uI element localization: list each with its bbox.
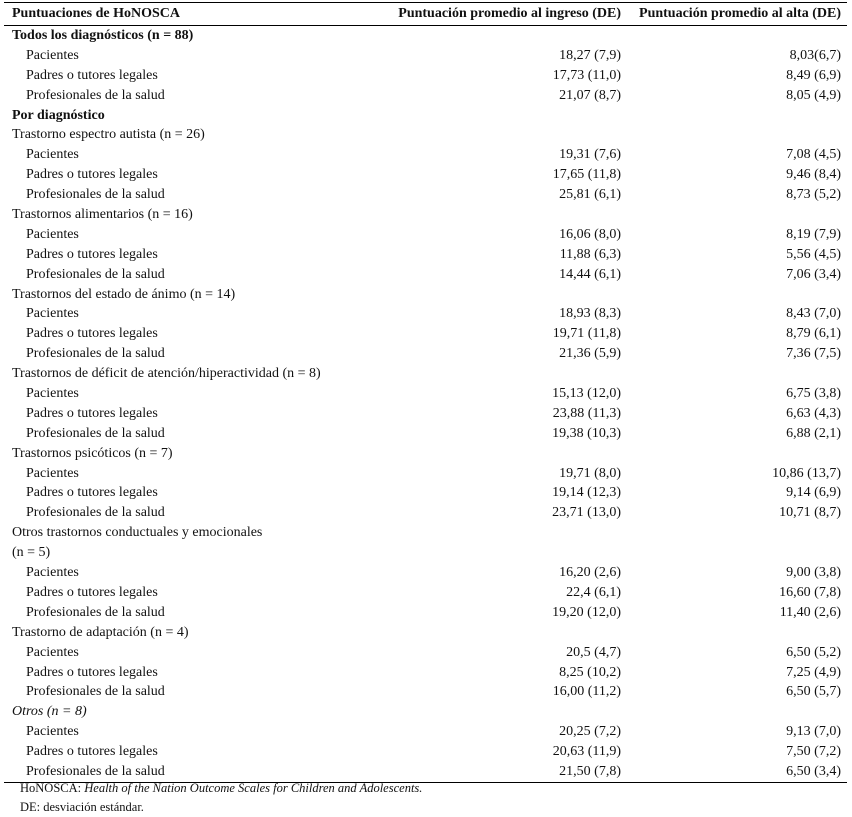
row-label: Padres o tutores legales <box>26 584 158 600</box>
table-row <box>4 145 847 165</box>
row-discharge-score: 6,88 (2,1) <box>786 425 841 441</box>
row-admission-score <box>364 364 621 384</box>
row-label: Todos los diagnósticos (n = 88) <box>12 28 194 43</box>
row-admission-score: 21,36 (5,9) <box>559 346 621 362</box>
table-row <box>4 483 847 503</box>
table-row <box>4 26 847 46</box>
row-admission-score: 21,50 (7,8) <box>559 763 621 779</box>
table-row <box>4 702 847 722</box>
row-admission-score: 17,65 (11,8) <box>552 167 621 183</box>
row-label: Trastorno espectro autista (n = 26) <box>12 127 205 143</box>
row-admission-score: 19,20 (12,0) <box>552 604 621 620</box>
row-label: Trastornos psicóticos (n = 7) <box>12 445 173 461</box>
row-discharge-score <box>621 205 847 225</box>
row-admission-score: 22,4 (6,1) <box>566 584 621 600</box>
row-discharge-score: 8,43 (7,0) <box>786 306 841 322</box>
row-discharge-score: 5,56 (4,5) <box>786 246 841 262</box>
table-row <box>4 464 847 484</box>
row-admission-score <box>364 106 621 126</box>
table-row <box>4 86 847 106</box>
row-discharge-score: 10,86 (13,7) <box>772 465 841 481</box>
row-admission-score: 19,38 (10,3) <box>552 425 621 441</box>
row-discharge-score: 9,13 (7,0) <box>786 724 841 740</box>
row-label: Trastorno de adaptación (n = 4) <box>12 624 189 640</box>
row-admission-score: 16,20 (2,6) <box>559 565 621 581</box>
row-discharge-score: 8,79 (6,1) <box>786 326 841 342</box>
row-admission-score: 20,25 (7,2) <box>559 724 621 740</box>
table-row <box>4 523 847 543</box>
table-row <box>4 46 847 66</box>
row-discharge-score <box>621 623 847 643</box>
row-label: Padres o tutores legales <box>26 405 158 421</box>
table-row <box>4 304 847 324</box>
row-admission-score <box>364 444 621 464</box>
row-discharge-score: 9,14 (6,9) <box>786 485 841 501</box>
row-label: Padres o tutores legales <box>26 744 158 760</box>
row-discharge-score: 8,03(6,7) <box>789 47 841 63</box>
row-admission-score: 8,25 (10,2) <box>559 664 621 680</box>
row-discharge-score <box>621 364 847 384</box>
footnote-honosca-term: HoNOSCA: <box>20 781 82 795</box>
row-discharge-score: 6,75 (3,8) <box>786 386 841 402</box>
row-admission-score <box>364 26 621 46</box>
row-label: Profesionales de la salud <box>26 763 165 779</box>
table-row <box>4 563 847 583</box>
row-admission-score: 18,93 (8,3) <box>559 306 621 322</box>
row-discharge-score <box>621 702 847 722</box>
table-row <box>4 384 847 404</box>
row-admission-score: 25,81 (6,1) <box>559 187 621 203</box>
header-admission: Puntuación promedio al ingreso (DE) <box>398 6 621 21</box>
row-label: Profesionales de la salud <box>26 346 165 362</box>
row-label: Pacientes <box>26 465 79 481</box>
row-admission-score: 18,27 (7,9) <box>559 47 621 63</box>
row-label: Pacientes <box>26 147 79 163</box>
row-admission-score <box>364 702 621 722</box>
table-row <box>4 424 847 444</box>
row-discharge-score <box>621 106 847 126</box>
row-label: Padres o tutores legales <box>26 664 158 680</box>
row-discharge-score: 7,50 (7,2) <box>786 744 841 760</box>
row-label: Padres o tutores legales <box>26 167 158 183</box>
row-label: Por diagnóstico <box>12 107 105 123</box>
table-footnotes <box>20 779 422 817</box>
table-row <box>4 324 847 344</box>
table-row <box>4 404 847 424</box>
row-admission-score: 17,73 (11,0) <box>552 67 621 83</box>
table-row <box>4 503 847 523</box>
row-discharge-score: 7,08 (4,5) <box>786 147 841 163</box>
row-label: Trastornos de déficit de atención/hiperactividad (n = 8) <box>12 366 321 382</box>
row-admission-score <box>364 285 621 305</box>
row-discharge-score <box>621 543 847 563</box>
row-discharge-score: 16,60 (7,8) <box>779 584 841 600</box>
row-discharge-score <box>621 523 847 543</box>
row-admission-score: 14,44 (6,1) <box>559 266 621 282</box>
footnote-honosca-definition: Health of the Nation Outcome Scales for Children and Adolescents. <box>84 781 423 795</box>
table-row <box>4 742 847 762</box>
row-admission-score: 15,13 (12,0) <box>552 386 621 402</box>
table-row <box>4 444 847 464</box>
row-label: Pacientes <box>26 47 79 63</box>
row-discharge-score: 8,05 (4,9) <box>786 87 841 103</box>
row-label: Padres o tutores legales <box>26 246 158 262</box>
header-measure: Puntuaciones de HoNOSCA <box>12 6 181 21</box>
row-admission-score: 20,63 (11,9) <box>552 744 621 760</box>
row-label: Pacientes <box>26 644 79 660</box>
honosca-table <box>4 2 847 783</box>
row-admission-score: 19,31 (7,6) <box>559 147 621 163</box>
row-discharge-score <box>621 285 847 305</box>
row-label: Profesionales de la salud <box>26 187 165 203</box>
row-discharge-score: 6,50 (5,7) <box>786 684 841 700</box>
row-admission-score: 23,88 (11,3) <box>552 405 621 421</box>
row-admission-score <box>364 543 621 563</box>
table-row <box>4 543 847 563</box>
row-admission-score <box>364 623 621 643</box>
table-row <box>4 106 847 126</box>
row-admission-score: 19,71 (8,0) <box>559 465 621 481</box>
table-row <box>4 205 847 225</box>
table-row <box>4 364 847 384</box>
row-admission-score <box>364 523 621 543</box>
row-label: Pacientes <box>26 724 79 740</box>
row-admission-score: 23,71 (13,0) <box>552 505 621 521</box>
table-row <box>4 225 847 245</box>
row-discharge-score: 8,49 (6,9) <box>786 67 841 83</box>
row-discharge-score: 6,63 (4,3) <box>786 405 841 421</box>
table-row <box>4 344 847 364</box>
row-discharge-score <box>621 125 847 145</box>
table-row <box>4 165 847 185</box>
table-row <box>4 643 847 663</box>
row-admission-score: 19,14 (12,3) <box>552 485 621 501</box>
row-discharge-score: 9,00 (3,8) <box>786 565 841 581</box>
row-admission-score <box>364 205 621 225</box>
row-discharge-score <box>621 26 847 46</box>
row-admission-score: 21,07 (8,7) <box>559 87 621 103</box>
row-label: Profesionales de la salud <box>26 425 165 441</box>
table-body <box>4 26 847 782</box>
row-discharge-score: 7,25 (4,9) <box>786 664 841 680</box>
table-row <box>4 125 847 145</box>
table-row <box>4 66 847 86</box>
header-discharge: Puntuación promedio al alta (DE) <box>639 6 841 21</box>
row-discharge-score: 8,73 (5,2) <box>786 187 841 203</box>
row-label: Pacientes <box>26 306 79 322</box>
row-label: Profesionales de la salud <box>26 505 165 521</box>
row-label: Pacientes <box>26 226 79 242</box>
table-row <box>4 603 847 623</box>
row-discharge-score: 10,71 (8,7) <box>779 505 841 521</box>
row-label: Padres o tutores legales <box>26 67 158 83</box>
table-header-row <box>4 3 847 25</box>
row-label: Profesionales de la salud <box>26 604 165 620</box>
row-admission-score: 11,88 (6,3) <box>559 246 621 262</box>
row-admission-score: 19,71 (11,8) <box>552 326 621 342</box>
row-discharge-score: 9,46 (8,4) <box>786 167 841 183</box>
table-row <box>4 682 847 702</box>
table-row <box>4 265 847 285</box>
row-label: (n = 5) <box>12 545 51 561</box>
row-label: Trastornos del estado de ánimo (n = 14) <box>12 286 236 302</box>
row-label: Trastornos alimentarios (n = 16) <box>12 207 193 223</box>
row-label: Otros (n = 8) <box>12 704 87 720</box>
row-discharge-score <box>621 444 847 464</box>
row-discharge-score: 6,50 (5,2) <box>786 644 841 660</box>
row-admission-score: 16,06 (8,0) <box>559 226 621 242</box>
footnote-de: DE: desviación estándar. <box>20 800 144 814</box>
row-discharge-score: 7,06 (3,4) <box>786 266 841 282</box>
row-label: Profesionales de la salud <box>26 266 165 282</box>
row-discharge-score: 7,36 (7,5) <box>786 346 841 362</box>
table-row <box>4 583 847 603</box>
row-label: Padres o tutores legales <box>26 485 158 501</box>
row-discharge-score: 6,50 (3,4) <box>786 763 841 779</box>
row-discharge-score: 11,40 (2,6) <box>779 604 841 620</box>
row-label: Otros trastornos conductuales y emocionales <box>12 525 263 541</box>
footnote-honosca <box>20 779 422 798</box>
row-label: Profesionales de la salud <box>26 684 165 700</box>
row-admission-score: 16,00 (11,2) <box>552 684 621 700</box>
table-row <box>4 663 847 683</box>
row-label: Padres o tutores legales <box>26 326 158 342</box>
row-admission-score: 20,5 (4,7) <box>566 644 621 660</box>
row-admission-score <box>364 125 621 145</box>
table-row <box>4 285 847 305</box>
row-label: Pacientes <box>26 386 79 402</box>
table-row <box>4 623 847 643</box>
table-row <box>4 722 847 742</box>
row-label: Profesionales de la salud <box>26 87 165 103</box>
row-discharge-score: 8,19 (7,9) <box>786 226 841 242</box>
table-row <box>4 245 847 265</box>
table-row <box>4 185 847 205</box>
row-label: Pacientes <box>26 565 79 581</box>
